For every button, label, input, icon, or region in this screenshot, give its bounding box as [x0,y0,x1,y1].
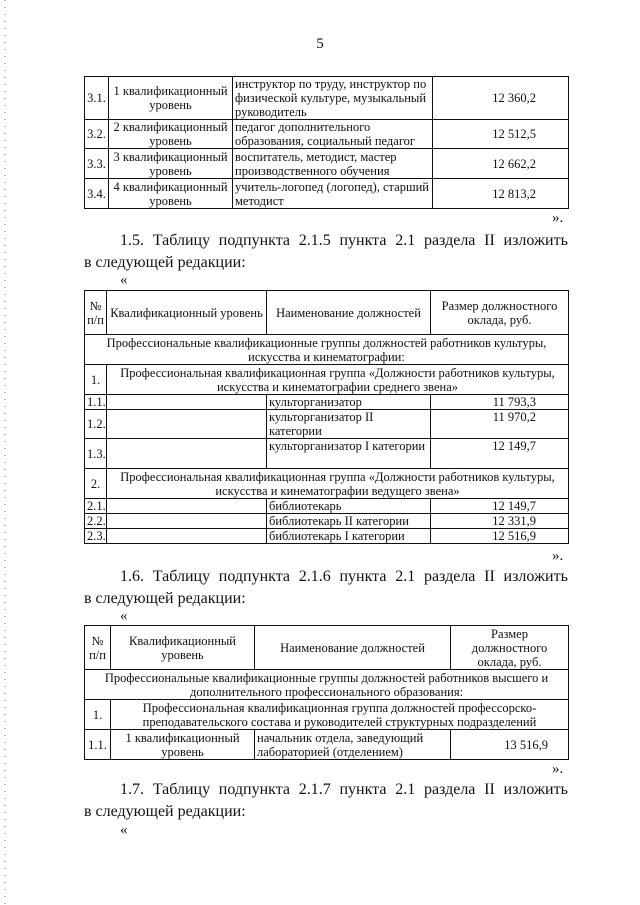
table-mid [84,290,569,544]
qual-level [107,395,267,410]
group-row [85,700,569,730]
page-number: 5 [316,36,324,52]
para-word: Таблицу [152,568,211,585]
opening-quote: « [120,822,128,838]
row-number: 2.1. [85,499,107,514]
position-name: библиотекарь II категории [267,514,431,529]
salary: 12 331,9 [431,514,569,529]
table-bot [84,625,569,760]
table-row [85,499,569,514]
group-row [85,365,569,395]
para-word: изложить [503,568,568,585]
opening-quote: « [120,608,128,624]
para-line-2: в следующей редакции: [84,590,246,607]
position-name: библиотекарь [267,499,431,514]
para-word: Таблицу [152,232,211,249]
group-title: Профессиональная квалификационная группа должностей профессорско-преподавательского состава и руководителей структурных подразделений [111,700,569,730]
para-word: 2.1.6 [298,568,331,585]
salary: 12 149,7 [431,499,569,514]
section-title: Профессиональные квалификационные группы должностей работников культуры, искусства и кинематографии: [85,335,569,365]
position-name: культорганизатор I категории [267,439,431,469]
section-title: Профессиональные квалификационные группы должностей работников высшего и дополнительного профессионального образования: [85,670,569,700]
group-row [85,469,569,499]
para-word: 1.6. [120,568,144,585]
para-word: 1.7. [120,781,144,798]
row-number: 1.2. [85,410,107,439]
table-header-row [85,291,569,335]
para-word: раздела [423,232,476,249]
salary: 12 813,2 [433,179,569,209]
row-number: 1.3. [85,439,107,469]
table-row [85,77,569,120]
header-name: Наименование должностей [255,626,451,670]
positions: учитель-логопед (логопед), старший методист [233,179,433,209]
table-row [85,120,569,149]
salary: 12 512,5 [433,120,569,149]
para-word: раздела [423,781,476,798]
table-row [85,395,569,410]
para-word: Таблицу [152,781,211,798]
row-number: 3.1. [85,77,109,120]
para-word: II [484,568,495,585]
para-word: 2.1 [395,568,416,585]
row-number: 3.3. [85,149,109,179]
position-name: культорганизатор II категории [267,410,431,439]
group-title: Профессиональная квалификационная группа «Должности работников культуры, искусства и кинематографии среднего звена» [107,365,569,395]
salary: 13 516,9 [451,730,569,760]
para-word: раздела [423,568,476,585]
qual-level: 1 квалификационный уровень [111,730,255,760]
para-word: подпункта [218,568,291,585]
paragraph-1-6 [84,566,568,610]
qual-level [107,499,267,514]
qual-level [107,529,267,544]
opening-quote: « [120,272,128,288]
salary: 12 149,7 [431,439,569,469]
row-number: 1.1. [85,730,111,760]
table-row [85,529,569,544]
group-number: 1. [85,700,111,730]
positions: инструктор по труду, инструктор по физической культуре, музыкальный руководитель [233,77,433,120]
qual-level: 4 квалификационный уровень [109,179,233,209]
table-row [85,439,569,469]
header-salary: Размер должностного оклада, руб. [451,626,569,670]
table-row [85,410,569,439]
qual-level: 2 квалификационный уровень [109,120,233,149]
qual-level: 3 квалификационный уровень [109,149,233,179]
closing-quote: ». [552,761,564,777]
table-top [84,76,569,209]
para-word: 1.5. [120,232,144,249]
closing-quote: ». [552,548,564,564]
header-salary: Размер должностного оклада, руб. [431,291,569,335]
row-number: 2.3. [85,529,107,544]
position-name: библиотекарь I категории [267,529,431,544]
row-number: 3.4. [85,179,109,209]
salary: 12 360,2 [433,77,569,120]
salary: 11 793,3 [431,395,569,410]
qual-level [107,410,267,439]
paragraph-1-5 [84,230,568,274]
row-number: 1.1. [85,395,107,410]
header-level: Квалификационный уровень [107,291,267,335]
group-number: 2. [85,469,107,499]
para-word: 2.1.5 [298,232,331,249]
position-name: культорганизатор [267,395,431,410]
section-row [85,335,569,365]
header-number: № п/п [85,291,107,335]
salary: 12 662,2 [433,149,569,179]
row-number: 2.2. [85,514,107,529]
header-level: Квалификационный уровень [111,626,255,670]
qual-level [107,439,267,469]
qual-level [107,514,267,529]
para-word: 2.1 [395,232,416,249]
table-header-row [85,626,569,670]
para-line-2: в следующей редакции: [84,803,246,820]
qual-level: 1 квалификационный уровень [109,77,233,120]
table-row [85,179,569,209]
salary: 11 970,2 [431,410,569,439]
table-row [85,730,569,760]
positions: воспитатель, методист, мастер производственного обучения [233,149,433,179]
para-word: изложить [503,232,568,249]
table-row [85,149,569,179]
header-name: Наименование должностей [267,291,431,335]
salary: 12 516,9 [431,529,569,544]
positions: педагог дополнительного образования, социальный педагог [233,120,433,149]
para-word: пункта [339,568,387,585]
para-word: II [484,232,495,249]
row-number: 3.2. [85,120,109,149]
scan-edge-marks [4,0,6,905]
para-word: 2.1 [395,781,416,798]
group-title: Профессиональная квалификационная группа «Должности работников культуры, искусства и кинематографии ведущего звена» [107,469,569,499]
para-word: пункта [339,781,387,798]
section-row [85,670,569,700]
para-line-2: в следующей редакции: [84,254,246,271]
para-word: 2.1.7 [298,781,331,798]
header-number: № п/п [85,626,111,670]
table-row [85,514,569,529]
position-name: начальник отдела, заведующий лабораторией (отделением) [255,730,451,760]
para-word: изложить [503,781,568,798]
group-number: 1. [85,365,107,395]
para-word: подпункта [218,781,291,798]
para-word: подпункта [218,232,291,249]
paragraph-1-7 [84,779,568,823]
para-word: II [484,781,495,798]
closing-quote: ». [552,210,564,226]
para-word: пункта [339,232,387,249]
